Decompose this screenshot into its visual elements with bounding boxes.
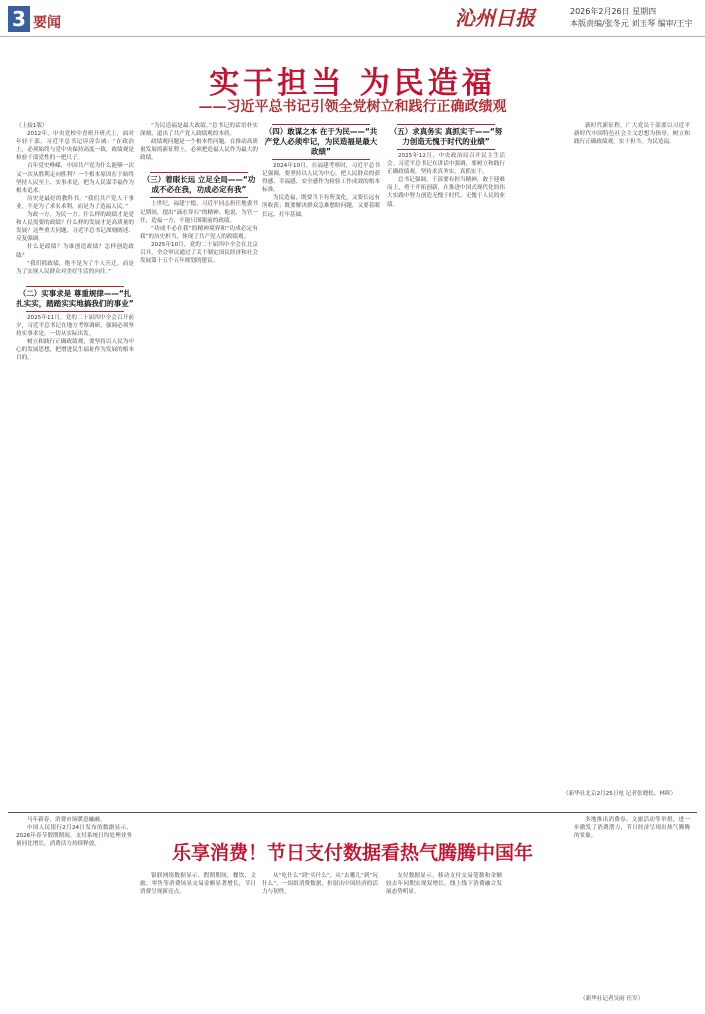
section-divider <box>8 812 697 813</box>
issue-date: 2026年2月26日 星期四 <box>570 7 657 16</box>
paragraph: 2012年，中央党校中青班开班式上，面对年轻干部，习近平总书记谆谆告诫：“在政治上，必须始终与党中央保持高度一致，政绩观是检验干部党性的一把尺子。 <box>16 131 134 162</box>
article-column-3 <box>262 122 380 802</box>
paragraph: 银联网络数据显示，假期期间，餐饮、文旅、零售等消费场景交易金额显著增长，节日消费呈现新亮点。 <box>140 873 256 896</box>
section-heading-2: （二）实事求是 尊重规律——“扎扎实实，踏踏实实地搞我们的事业” <box>16 286 134 312</box>
ad-column-4 <box>386 872 502 1007</box>
article-column-5 <box>574 122 690 802</box>
paragraph: “功成不必在我”的精神境界和“功成必定有我”的历史担当，体现了共产党人的政绩观。 <box>140 225 258 240</box>
paragraph: 树立和践行正确政绩观，要坚持以人民为中心的发展思想，把增进民生福祉作为发展的根本目的。 <box>16 339 134 362</box>
paragraph: 2025年11月，党的二十届四中全会召开前夕，习近平总书记在地方考察调研，强调必须坚持实事求是，一切从实际出发。 <box>16 314 134 337</box>
paragraph: 2025年10月，党的二十届四中全会在北京召开。全会审议通过了关于制定国民经济和社会发展第十五个五年规划的建议。 <box>140 241 258 265</box>
article-column-2 <box>140 122 258 802</box>
ad-column-3 <box>262 872 378 1007</box>
paragraph: 为政一方，为民一方。什么样的政绩才是党和人民需要的政绩？什么样的发展才是高质量的发展？这些重大问题，习近平总书记深刻阐述、反复强调。 <box>16 212 134 243</box>
article-column-1 <box>16 122 134 802</box>
paragraph: 新时代新征程，广大党员干部要以习近平新时代中国特色社会主义思想为指导，树立和践行正确政绩观，实干担当，为民造福。 <box>574 123 690 146</box>
paragraph: 政绩观问题是一个根本性问题。在推动高质量发展的新征程上，必须把造福人民作为最大的政绩。 <box>140 139 258 162</box>
ad-column-2 <box>140 872 256 1007</box>
section-name: 要闻 <box>33 15 61 31</box>
paragraph: 2025年12月，中央政治局召开民主生活会。习近平总书记在讲话中强调，要树立和践行正确政绩观，坚持求真务实，真抓实干。 <box>387 153 505 176</box>
paragraph: 上世纪，福建宁德，习近平同志担任地委书记期间，提出“滴水穿石”的精神。他说，为官一任，造福一方，不能只图眼前的政绩。 <box>140 201 258 224</box>
article-title: 实干担当 为民造福 <box>209 66 496 101</box>
second-article-title: 乐享消费！节日支付数据看热气腾腾中国年 <box>171 842 533 864</box>
paragraph: 什么是政绩？为谁创造政绩？怎样创造政绩？ <box>16 244 134 259</box>
ad-column-5 <box>574 816 690 1006</box>
paragraph: 2024年10月，在福建考察时，习近平总书记强调，要坚持以人民为中心，把人民群众的获得感、幸福感、安全感作为检验工作成效的根本标准。 <box>262 163 380 194</box>
section-heading-3: （三）着眼长远 立足全局——“功成不必在我，功成必定有我” <box>140 172 258 198</box>
paragraph: 历史是最好的教科书。“我们共产党人干事业，不是为了求名求利，而是为了造福人民。” <box>16 195 134 210</box>
section-heading-4: （四）敢谋之本 在于为民——“共产党人必须牢记，为民造福是最大政绩” <box>262 124 380 160</box>
header-info <box>570 6 693 30</box>
paragraph: 马年新春，消费市场暖意融融。 <box>27 817 106 823</box>
article-column-4 <box>387 122 505 802</box>
article-subtitle: ——习近平总书记引领全党树立和践行正确政绩观 <box>198 99 507 115</box>
second-article-byline: （新华社记者吴雨 任军） <box>580 996 644 1002</box>
section-heading-5: （五）求真务实 真抓实干——“努力创造无愧于时代的业绩” <box>387 124 505 150</box>
editor-credit: 本版责编/张冬元 刘玉琴 编审/王宇 <box>570 19 693 28</box>
paragraph: “我们抓政绩，绝不是为了个人升迁，而是为了实现人民群众对美好生活的向往。” <box>16 260 134 275</box>
paragraph: 总书记强调，干部要有担当精神，敢于迎难而上，勇于开拓创新，在推进中国式现代化的伟大实践中努力创造无愧于时代、无愧于人民的业绩。 <box>387 177 505 208</box>
paragraph: “为民造福是最大政绩。”总书记的话语朴实深刻，道出了共产党人政绩观的本质。 <box>140 123 258 138</box>
paragraph: 支付数据显示，移动支付交易笔数和金额较去年同期实现双增长，线上线下消费融合发展态势明显。 <box>386 873 502 896</box>
paragraph: 为民造福，既要当下有所变化，又要长远有所收获；既要解决群众急难愁盼问题，又要着眼长远、打牢基础。 <box>262 195 380 218</box>
masthead-logo: 沁州日报 <box>455 6 535 30</box>
continued-label: （上接1版） <box>16 123 48 129</box>
paragraph: 百年党史峥嵘，中国共产党为什么能够一次又一次从胜利走向胜利？一个根本原因在于始终坚持人民至上、实事求是，把为人民谋幸福作为根本追求。 <box>16 163 134 194</box>
article-byline: （新华社北京2月25日电 记者张晓松、林晖） <box>563 791 677 797</box>
paragraph: 从“吃什么”到“买什么”，从“去哪儿”到“玩什么”，一组组消费数据，折射出中国经济的活力与韧性。 <box>262 873 378 896</box>
page-number: 3 <box>8 6 30 32</box>
paragraph: 多地推出消费券、文旅活动等举措，进一步激发了消费潜力，节日经济呈现出热气腾腾的景象。 <box>574 817 690 840</box>
page-header <box>0 0 705 37</box>
paragraph: 中国人民银行2月24日发布的数据显示，2026年春节假期期间，支付系统日均处理业务量同比增长，消费活力持续释放。 <box>16 825 132 848</box>
